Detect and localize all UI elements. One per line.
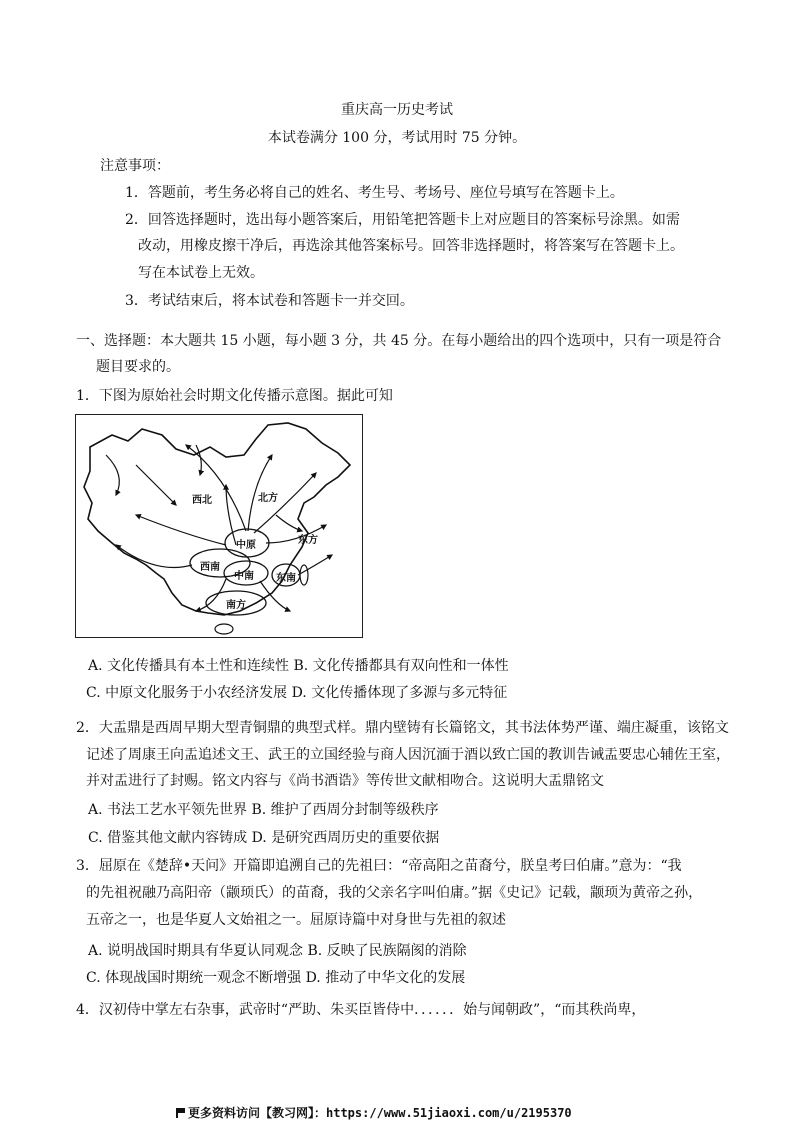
map-label-zhongnan: 中南 [234,571,254,582]
question-3-line: 3．屈原在《楚辞•天问》开篇即追溯自己的先祖曰：“帝高阳之苗裔兮，朕皇考曰伯庸。”意为：“我 [76,858,682,874]
culture-spread-map [75,414,363,638]
question-2-line: 2．大盂鼎是西周早期大型青铜鼎的典型式样。鼎内壁铸有长篇铭文，其书法体势严谨、端庄凝重，该铭文 [76,720,729,736]
notes-heading: 注意事项： [100,158,170,174]
map-label-xinan: 西南 [200,562,220,573]
map-figure [76,415,362,637]
flag-icon [176,1108,185,1118]
china-outline [84,423,350,615]
question-2-line: 并对盂进行了封赐。铭文内容与《尚书酒诰》等传世文献相吻合。这说明大盂鼎铭文 [86,773,604,789]
exam-subtitle: 本试卷满分 100 分，考试用时 75 分钟。 [267,130,527,146]
hainan-outline [215,624,233,634]
question-3-option-ab: A. 说明战国时期具有华夏认同观念 B. 反映了民族隔阂的消除 [88,943,467,959]
footer-link[interactable] [176,1104,572,1121]
question-2-option-ab: A. 书法工艺水平领先世界 B. 维护了西周分封制等级秩序 [88,802,439,818]
exam-title: 重庆高一历史考试 [341,102,453,118]
question-3-option-cd: C. 体现战国时期统一观念不断增强 D. 推动了中华文化的发展 [86,970,466,986]
question-2-line: 记述了周康王向盂追述文王、武王的立国经验与商人因沉湎于酒以致亡国的教训告诫盂要忠心辅佐王室， [86,747,730,763]
question-1-stem: 1．下图为原始社会时期文化传播示意图。据此可知 [76,388,393,404]
note-item: 2．回答选择题时，选出每小题答案后，用铅笔把答题卡上对应题目的答案标号涂黑。如需 [125,212,680,228]
question-3-line: 的先祖祝融乃高阳帝（颛顼氏）的苗裔，我的父亲名字叫伯庸。”据《史记》记载，颛顼为黄帝之孙， [86,885,703,901]
map-label-beifang: 北方 [258,493,278,504]
question-1-option-cd: C. 中原文化服务于小农经济发展 D. 文化传播体现了多源与多元特征 [86,685,508,701]
question-3-line: 五帝之一，也是华夏人文始祖之一。屈原诗篇中对身世与先祖的叙述 [86,912,506,928]
map-label-dongnan: 东南 [276,573,296,584]
map-label-xibei: 西北 [192,495,212,506]
footer-text: 更多资料访问【教习网】：https://www.51jiaoxi.com/u/2195370 [188,1106,572,1120]
note-item: 写在本试卷上无效。 [138,265,264,281]
taiwan-outline [300,565,308,585]
section-heading: 一、选择题：本大题共 15 小题，每小题 3 分，共 45 分。在每小题给出的四个选项中，只有一项是符合 [76,333,722,349]
note-item: 1．答题前，考生务必将自己的姓名、考生号、考场号、座位号填写在答题卡上。 [125,185,624,201]
note-item: 3．考试结束后，将本试卷和答题卡一并交回。 [125,293,414,309]
question-4-line: 4．汉初侍中掌左右杂事，武帝时“严助、朱买臣皆侍中．．．．．．始与闻朝政”，“而其秩尚卑， [76,1002,646,1018]
note-item: 改动，用橡皮擦干净后，再选涂其他答案标号。回答非选择题时，将答案写在答题卡上。 [138,238,684,254]
map-label-zhongyuan: 中原 [236,540,256,551]
map-label-dongfang: 东方 [298,535,318,546]
question-2-option-cd: C. 借鉴其他文献内容铸成 D. 是研究西周历史的重要依据 [88,830,440,846]
section-heading-cont: 题目要求的。 [96,359,180,375]
question-1-option-ab: A. 文化传播具有本土性和连续性 B. 文化传播都具有双向性和一体性 [88,658,509,674]
map-label-nanfang: 南方 [226,600,246,611]
